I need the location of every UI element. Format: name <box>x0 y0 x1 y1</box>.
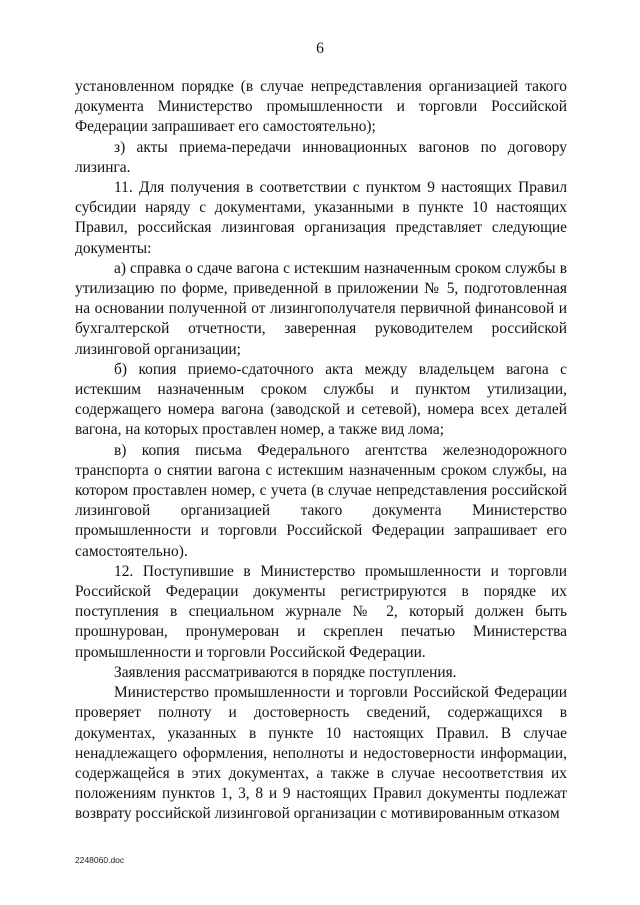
paragraph-clause-11: 11. Для получения в соответствии с пунктом 9 настоящих Правил субсидии наряду с документами, указанными в пункте 10 настоящих Правил, российская лизинговая организация представляет следующие документы: <box>75 179 567 257</box>
paragraph-item-b: б) копия приемо-сдаточного акта между владельцем вагона с истекшим назначенным сроком службы и пунктом утилизации, содержащего номера вагона (заводской и сетевой), номера всех деталей вагона, на которых проставлен номер, а также вид лома; <box>75 360 567 439</box>
paragraph-clause-12: 12. Поступившие в Министерство промышленности и торговли Российской Федерации документы регистрируются в порядке их поступления в специальном журнале № 2, который должен быть прошнурован, пронумерован и скреплен печатью Министерства промышленности и торговли Российской Федерации. <box>75 562 567 661</box>
paragraph-continuation: установленном порядке (в случае непредставления организацией такого документа Министерство промышленности и торговли Российской Федерации запрашивает его самостоятельно); <box>75 78 567 136</box>
paragraph-applications-order: Заявления рассматриваются в порядке поступления. <box>114 663 457 681</box>
page-number: 6 <box>316 40 324 57</box>
document-body <box>75 77 567 825</box>
paragraph-ministry-check: Министерство промышленности и торговли Российской Федерации проверяет полноту и достоверность сведений, содержащихся в документах, указанных в пункте 10 настоящих Правил. В случае ненадлежащего оформления, неполноты и недостоверности информации, содержащейся в этих документах, а также в случае несоответствия их положениям пунктов 1, 3, 8 и 9 настоящих Правил документы подлежат возврату российской лизинговой организации с мотивированным отказом <box>75 684 567 823</box>
paragraph-item-a: а) справка о сдаче вагона с истекшим назначенным сроком службы в утилизацию по форме, приведенной в приложении № 5, подготовленная на основании полученной от лизингополучателя первичной финансовой и бухгалтерской отчетности, заверенная руководителем российской лизинговой организации; <box>75 259 567 358</box>
paragraph-item-v: в) копия письма Федерального агентства железнодорожного транспорта о снятии вагона с истекшим назначенным сроком службы, на котором проставлен номер, с учета (в случае непредставления российской лизинговой организацией такого документа Министерство промышленности и торговли Российской Федерации запрашивает его самостоятельно). <box>75 441 567 560</box>
footer-doc-code: 2248060.doc <box>75 855 125 865</box>
paragraph-item-z: з) акты приема-передачи инновационных вагонов по договору лизинга. <box>75 138 567 176</box>
